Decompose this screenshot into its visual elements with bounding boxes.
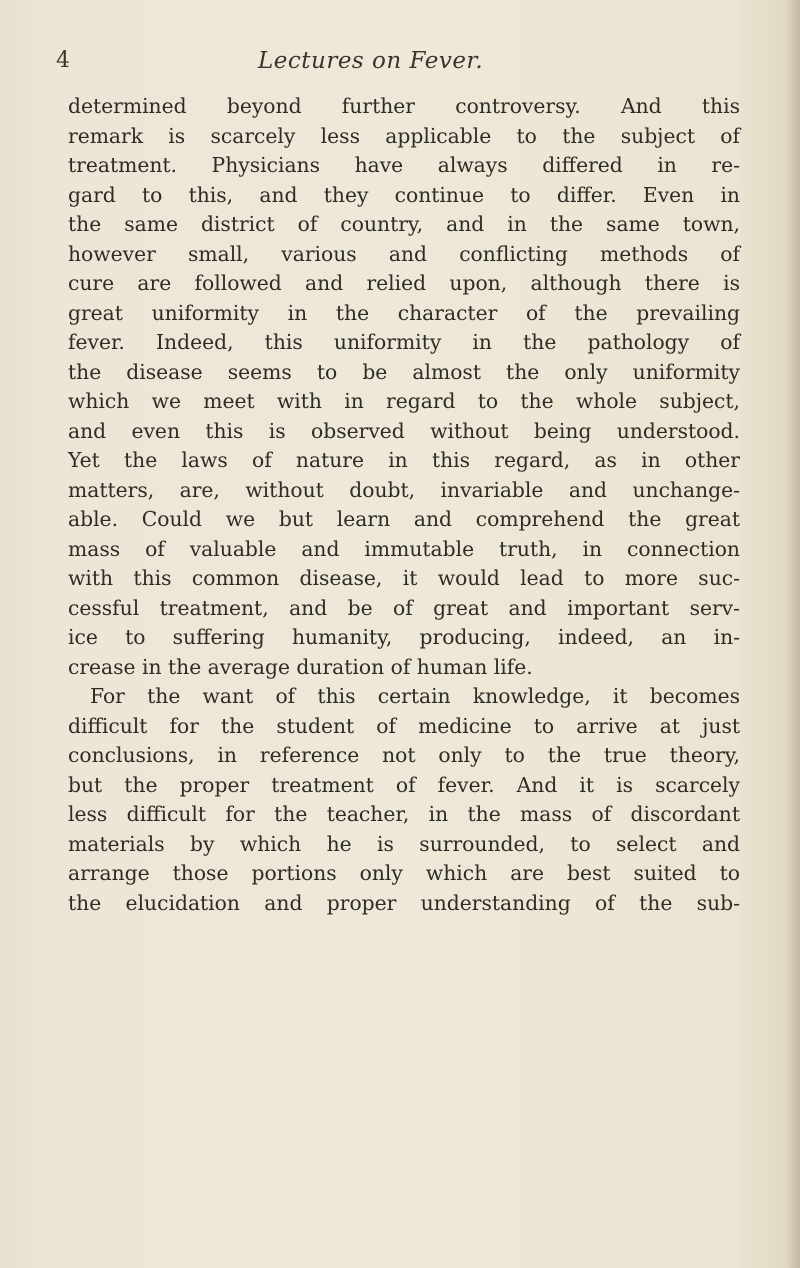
text-line: difficult for the student of medicine to arrive at just xyxy=(68,713,740,738)
text-line: Yet the laws of nature in this regard, as in other xyxy=(68,448,740,472)
text-line: the same district of country, and in the same town, xyxy=(68,212,740,236)
text-line: fever. Indeed, this uniformity in the pathology of xyxy=(68,330,740,354)
text-line: able. Could we but learn and comprehend the great xyxy=(68,507,740,531)
text-line: great uniformity in the character of the prevailing xyxy=(68,300,740,325)
text-line: For the want of this certain knowledge, it becomes xyxy=(90,684,740,708)
text-line: less difficult for the teacher, in the mass of discordant xyxy=(68,802,740,826)
text-line: however small, various and conflicting methods of xyxy=(68,241,740,266)
text-line: the disease seems to be almost the only uniformity xyxy=(68,359,740,384)
running-head: Lectures on Fever. xyxy=(258,48,484,74)
text-line: with this common disease, it would lead to more suc- xyxy=(68,566,740,590)
text-line: ice to suffering humanity, producing, indeed, an in- xyxy=(68,625,740,649)
text-line: crease in the average duration of human life. xyxy=(68,654,533,679)
page-number: 4 xyxy=(56,48,70,73)
text-line: remark is scarcely less applicable to the subject of xyxy=(68,123,740,148)
text-line: which we meet with in regard to the whole subject, xyxy=(68,389,740,413)
page-header xyxy=(0,48,800,88)
text-line: materials by which he is surrounded, to select and xyxy=(68,831,740,856)
text-line: mass of valuable and immutable truth, in connection xyxy=(68,536,740,561)
text-line: cure are followed and relied upon, although there is xyxy=(68,271,740,295)
text-line: matters, are, without doubt, invariable and unchange- xyxy=(68,477,740,502)
text-line: but the proper treatment of fever. And it is scarcely xyxy=(68,772,740,797)
text-line: conclusions, in reference not only to the true theory, xyxy=(68,743,740,767)
text-line: determined beyond further controversy. And this xyxy=(68,94,740,118)
text-line: arrange those portions only which are best suited to xyxy=(68,861,740,885)
text-line: the elucidation and proper understanding of the sub- xyxy=(68,890,740,915)
text-line: and even this is observed without being understood. xyxy=(68,418,740,443)
text-line: cessful treatment, and be of great and important serv- xyxy=(68,595,740,620)
text-line: treatment. Physicians have always differed in re- xyxy=(68,153,740,177)
page-edge-shadow xyxy=(786,0,800,1268)
text-line: gard to this, and they continue to differ. Even in xyxy=(68,182,740,207)
